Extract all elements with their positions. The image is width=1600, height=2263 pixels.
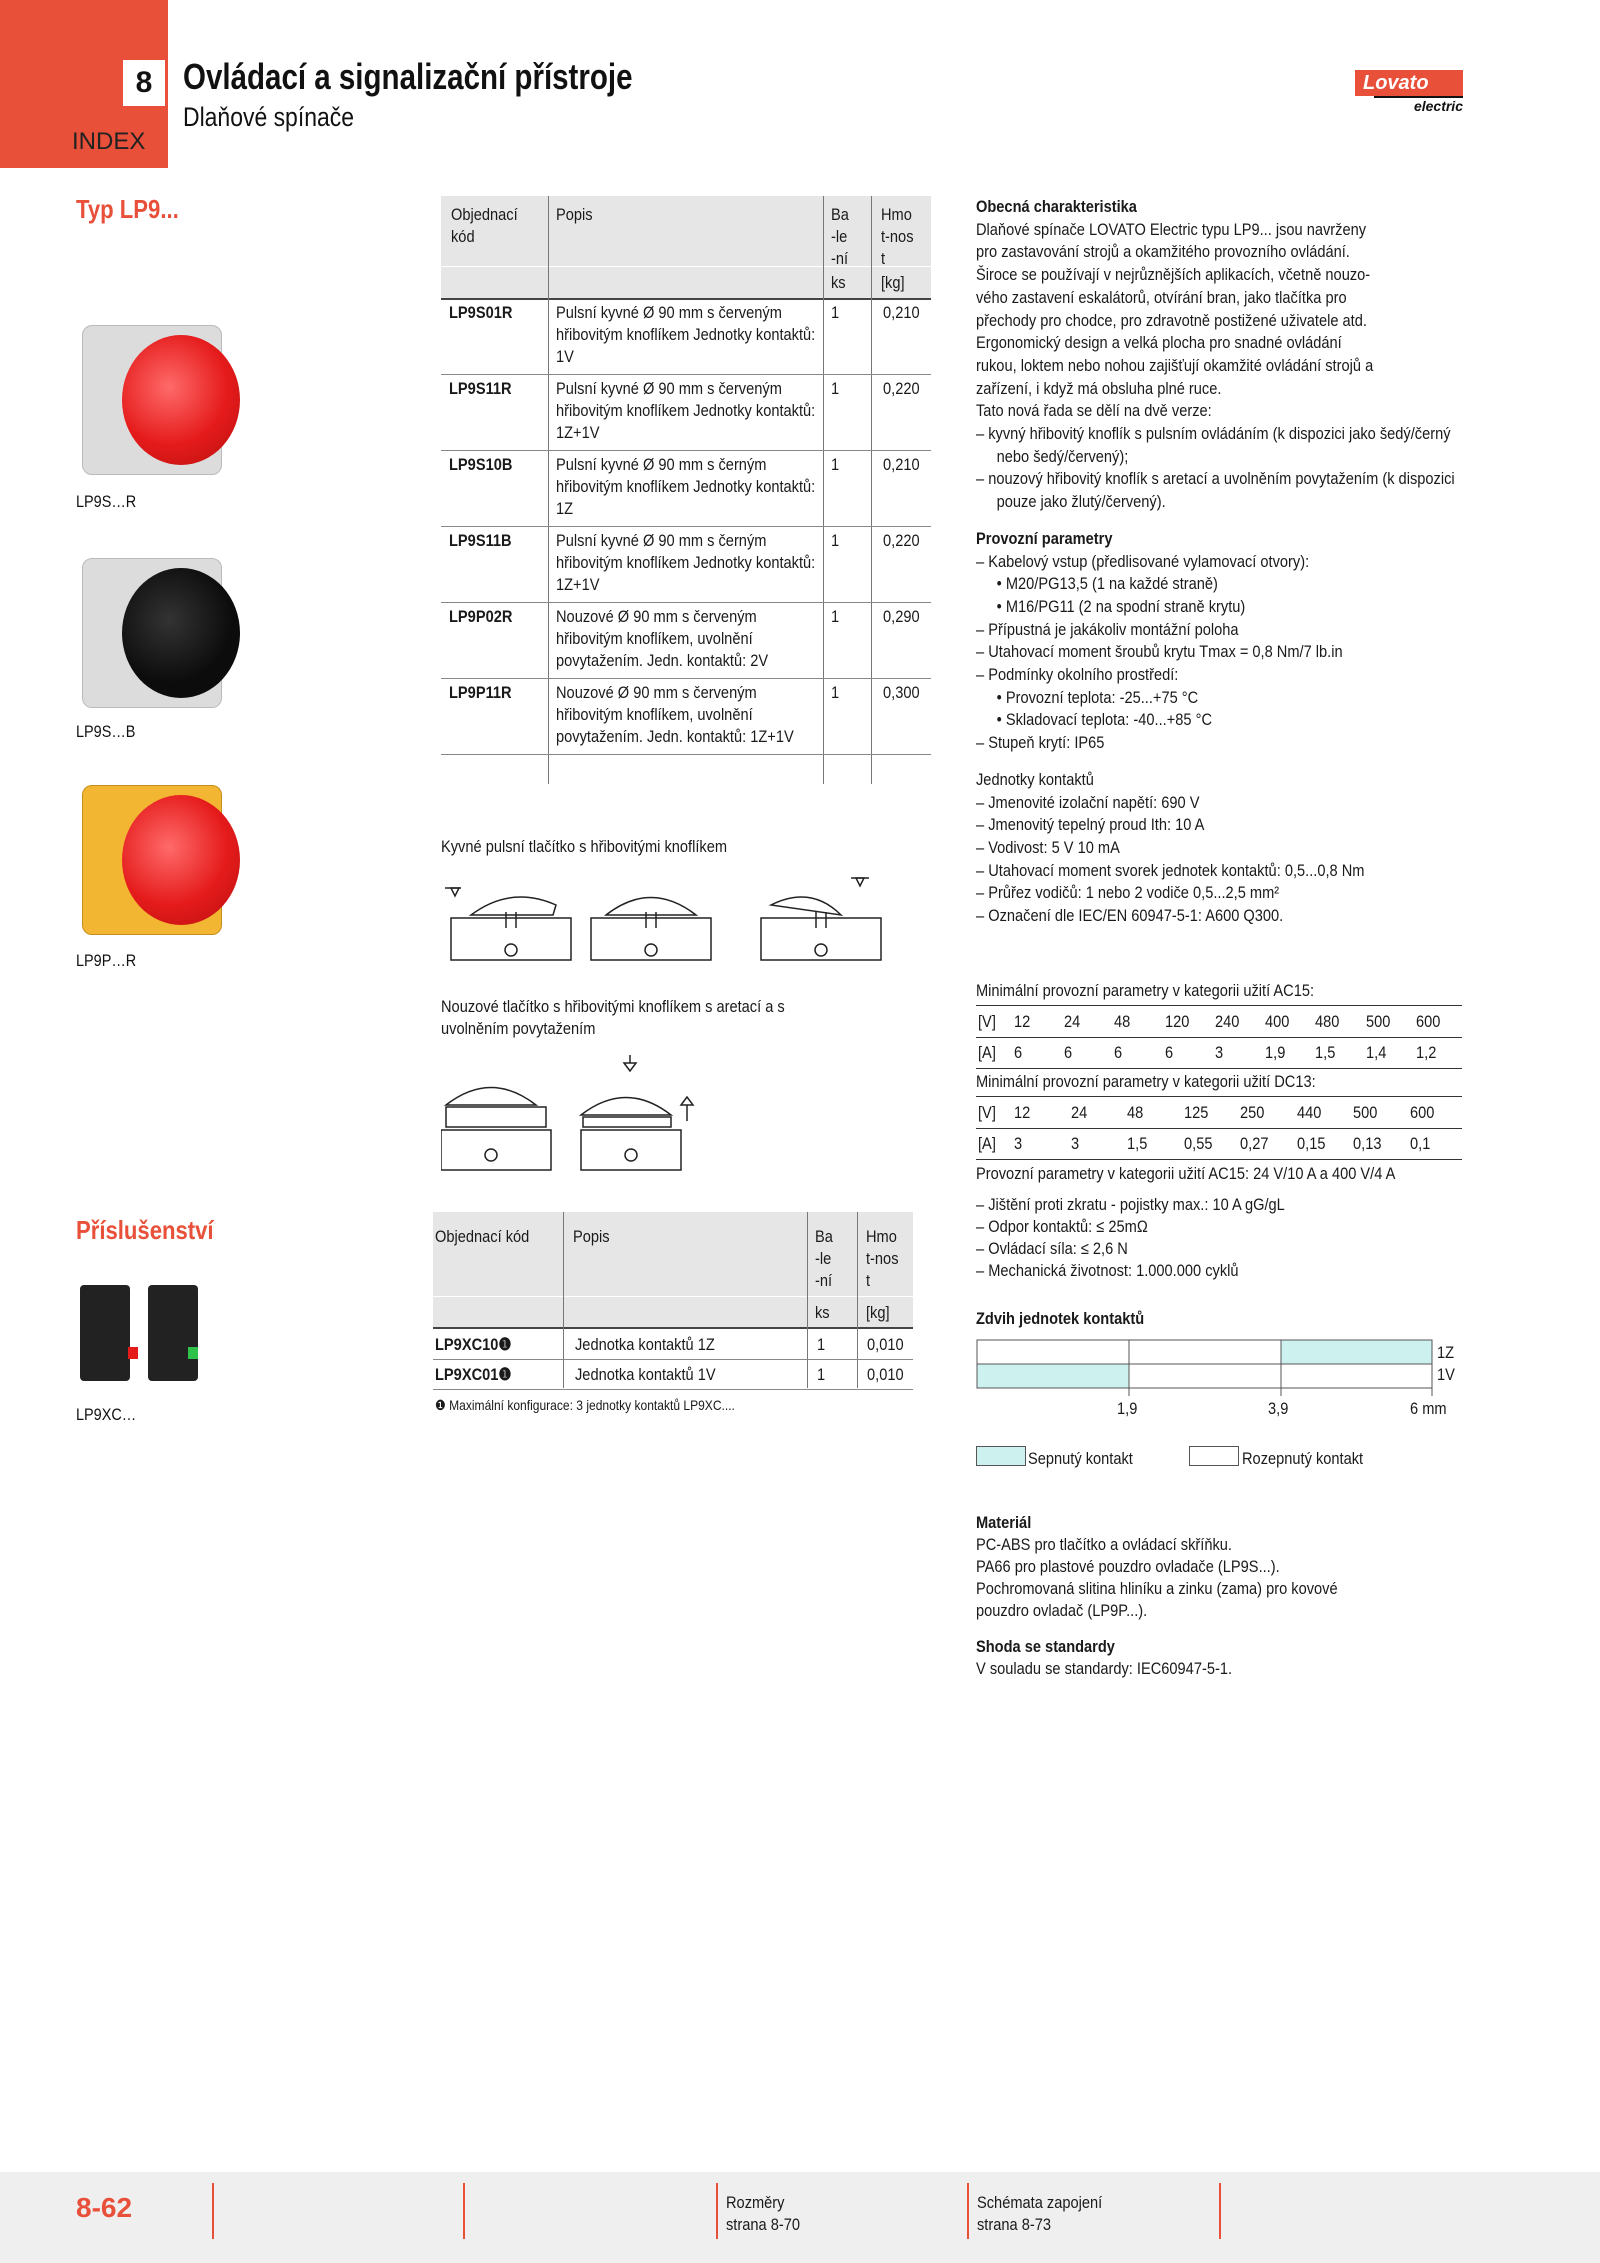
dc13-title: Minimální provozní parametry v kategorii užití DC13: [976,1072,1316,1091]
col-line [807,1212,808,1388]
acc-col-weight: Hmot-nost [866,1227,899,1290]
operating-item: – Stupeň krytí: IP65 [976,733,1105,753]
footer-divider [463,2183,465,2239]
col-line [871,196,872,784]
emergency-button-diagram [441,1055,741,1175]
general-line: rukou, loktem nebo nohou zajišťují okamžité ovládání strojů a [976,355,1374,375]
operating-text: Kabelový vstup (předlisované vylamovací otvory): [988,551,1310,571]
rule [976,1096,1462,1097]
param-value: 6 [1164,1043,1173,1062]
dash-text: kyvný hřibovitý knoflík s pulsním ovládáním (k dispozici jako šedý/černý nebo šedý/červený); [988,424,1451,466]
operating-bullet: • Skladovací teplota: -40...+85 °C [996,710,1213,730]
ac15-current-row [976,1039,1462,1067]
row-pack: 1 [831,531,840,550]
row-desc: Nouzové Ø 90 mm s červeným hřibovitým knoflíkem, uvolnění povytažením. Jedn. kontaktů: 1Z+1V [556,683,794,746]
product-label-2: LP9S…B [76,722,136,741]
standards-text: V souladu se standardy: IEC60947-5-1. [976,1659,1233,1678]
contact-text: Jmenovité izolační napětí: 690 V [988,792,1200,812]
acc-header-bg [433,1212,913,1296]
row-code: LP9S11B [449,531,512,550]
operating-item: – Kabelový vstup (předlisované vylamovací otvory): [976,551,1310,571]
logo-box: Lovato [1355,70,1463,96]
param-value: 3 [1214,1043,1224,1062]
product-label-1: LP9S…R [76,492,137,511]
param-value: 1,4 [1365,1043,1386,1062]
material-lines [976,1534,1458,1622]
stroke-title: Zdvih jednotek kontaktů [976,1309,1145,1328]
acc-rule [433,1359,913,1360]
general-text [976,219,1475,423]
dimensions-page: strana 8-70 [726,2215,800,2234]
param-value: 125 [1183,1103,1208,1122]
row-weight: 0,210 [883,455,920,474]
acc-col-desc: Popis [573,1227,610,1246]
param-value: 600 [1415,1012,1441,1031]
operating-item: – Přípustná je jakákoliv montážní poloha [976,619,1239,639]
contact-text: Jmenovitý tepelný proud Ith: 10 A [988,815,1205,835]
acc-desc: Jednotka kontaktů 1Z [575,1335,715,1354]
row-code: LP9P02R [449,607,513,626]
param-value: 250 [1240,1103,1265,1122]
contact-text: Utahovací moment svorek jednotek kontaktů: 0,5...0,8 Nm [988,860,1365,880]
contacts-title: Jednotky kontaktů [976,769,1094,789]
row-rule [441,754,931,755]
col-line [563,1212,564,1388]
lovato-logo [1355,70,1463,112]
dimensions-title: Rozměry [726,2193,785,2212]
material-line: Pochromovaná slitina hliníku a zinku (zama) pro kovové [976,1579,1338,1598]
misc-list [976,1194,1458,1282]
dimensions-link[interactable] [726,2192,800,2236]
param-value: 12 [1014,1012,1031,1031]
general-line: Dlaňové spínače LOVATO Electric typu LP9... jsou navrženy [976,219,1367,239]
general-line: Tato nová řada se dělí na dvě verze: [976,401,1212,421]
operating-list [976,551,1475,755]
material-line: PA66 pro plastové pouzdro ovladače (LP9S...). [976,1557,1280,1576]
row-desc: Pulsní kyvné Ø 90 mm s červeným hřibovitým knoflíkem Jednotky kontaktů: 1V [556,303,816,366]
col-pack: Ba-le-ní [831,205,849,268]
col-weight: Hmot-nost [881,205,914,268]
acc-code: LP9XC01❶ [435,1365,512,1384]
row-rule [441,602,931,603]
param-value: 240 [1214,1012,1240,1031]
acc-code: LP9XC10❶ [435,1335,512,1354]
type-title: Typ LP9... [76,194,179,224]
param-value: 500 [1365,1012,1390,1031]
general-line: vého zastavení eskalátorů, otvírání bran, jako tlačítka pro [976,287,1347,307]
param-value: 500 [1353,1103,1378,1122]
param-value: 440 [1296,1103,1321,1122]
col-weight-unit: [kg] [881,273,905,292]
param-value: 1,5 [1315,1043,1336,1062]
black-cap [122,568,240,698]
param-value: 6 [1114,1043,1123,1062]
ac15-title: Minimální provozní parametry v kategorii užití AC15: [976,981,1315,1000]
rule [976,1159,1462,1160]
operating-bullet: • Provozní teplota: -25...+75 °C [996,687,1199,707]
page-number: 8-62 [76,2192,133,2223]
legend-open: Rozepnutý kontakt [1242,1449,1364,1468]
general-line: pro zastavování strojů a okamžitého provozního ovládání. [976,242,1350,262]
row-code: LP9S10B [449,455,513,474]
contact-block-1 [80,1285,130,1381]
acc-weight: 0,010 [867,1335,904,1354]
rule [976,1068,1462,1069]
col-line [857,1212,858,1388]
wiring-page: strana 8-73 [977,2215,1051,2234]
param-value: 120 [1164,1012,1190,1031]
contact-item: – Vodivost: 5 V 10 mA [976,837,1120,857]
operating-item: – Podmínky okolního prostředí: [976,665,1179,685]
legend-open-swatch [1189,1446,1239,1466]
misc-item: – Jištění proti zkratu - pojistky max.: 10 A gG/gL [976,1195,1285,1214]
stroke-diagram [976,1338,1466,1428]
param-value: 48 [1114,1012,1131,1031]
index-link[interactable]: INDEX [72,128,146,155]
misc-text: Odpor kontaktů: ≤ 25mΩ [988,1217,1148,1236]
general-line: zařízení, i když má obsluha plné ruce. [976,378,1222,398]
operating-text: Přípustná je jakákoliv montážní poloha [988,619,1239,639]
param-value: 600 [1409,1103,1434,1122]
row-code: LP9S01R [449,303,513,322]
material-line: pouzdro ovladač (LP9P...). [976,1601,1148,1620]
divider [441,266,931,267]
general-line: Ergonomický design a velká plocha pro snadné ovládání [976,333,1342,353]
page-subtitle: Dlaňové spínače [183,102,354,132]
red-cap-emergency [122,795,240,925]
row-rule [441,374,931,375]
param-value: 3 [1014,1134,1023,1153]
param-value: 24 [1070,1103,1087,1122]
general-line: přechody pro chodce, pro zdravotně postižené uživatele atd. [976,310,1367,330]
legend-closed-swatch [976,1446,1026,1466]
diagram-caption-1: Kyvné pulsní tlačítko s hřibovitými knoflíkem [441,837,728,856]
param-value: 3 [1070,1134,1079,1153]
footer-divider [212,2183,214,2239]
stroke-tick-1: 1,9 [1117,1399,1138,1418]
param-value: 480 [1315,1012,1340,1031]
acc-rule [433,1389,913,1390]
col-desc: Popis [556,205,593,224]
row-pack: 1 [831,607,840,626]
param-value: 1,9 [1265,1043,1286,1062]
footer [0,2172,1600,2263]
chapter-number: 8 [123,60,165,106]
param-value: 48 [1127,1103,1144,1122]
misc-item: – Mechanická životnost: 1.000.000 cyklů [976,1261,1239,1280]
rule [976,1005,1462,1006]
ac15-voltage-row [976,1008,1462,1036]
param-value: 0,1 [1409,1134,1430,1153]
contact-block-2 [148,1285,198,1381]
param-value: 6 [1014,1043,1023,1062]
accessories-title: Příslušenství [76,1215,214,1245]
operating-title: Provozní parametry [976,528,1113,548]
general-title: Obecná charakteristika [976,197,1137,216]
stroke-row-1v: 1V [1437,1365,1455,1384]
contact-text: Vodivost: 5 V 10 mA [988,837,1120,857]
contact-item: – Utahovací moment svorek jednotek kontaktů: 0,5...0,8 Nm [976,860,1365,880]
dash-text: nouzový hřibovitý knoflík s aretací a uvolněním povytažením (k dispozici pouze jako žlutý/červený). [988,469,1455,512]
row-code: LP9S11R [449,379,512,398]
dc13-current-row [976,1130,1462,1158]
logo-sub: electric [1374,96,1463,114]
rule [976,1037,1462,1038]
row-rule [441,450,931,451]
rule [976,1128,1462,1129]
contact-text: Označení dle IEC/EN 60947-5-1: A600 Q300. [988,906,1284,926]
operating-text: Stupeň krytí: IP65 [988,733,1105,753]
product-label-3: LP9P…R [76,951,137,970]
page-title: Ovládací a signalizační přístroje [183,56,633,97]
contact-item: – Průřez vodičů: 1 nebo 2 vodiče 0,5...2,5 mm² [976,883,1280,903]
general-dash-item: – nouzový hřibovitý knoflík s aretací a uvolněním povytažením (k dispozici pouze jako žlutý/červený). [976,469,1455,512]
right-column [976,196,1476,928]
contact-item: – Jmenovité izolační napětí: 690 V [976,792,1200,812]
operating-text: Podmínky okolního prostředí: [988,665,1179,685]
row-pack: 1 [831,455,840,474]
row-rule [441,526,931,527]
acc-col-weight-unit: [kg] [866,1303,890,1322]
misc-item: – Odpor kontaktů: ≤ 25mΩ [976,1217,1148,1236]
wiring-title: Schémata zapojení [977,2193,1103,2212]
param-label: [V] [978,1103,996,1122]
green-indicator [188,1347,198,1359]
row-pack: 1 [831,303,840,322]
col-pack-unit: ks [831,273,846,292]
wiring-link[interactable] [977,2192,1102,2236]
misc-item: – Ovládací síla: ≤ 2,6 N [976,1239,1128,1258]
col-code: Objednací kód [451,205,518,246]
stroke-tick-2: 3,9 [1268,1399,1289,1418]
operating-bullet: • M20/PG13,5 (1 na každé straně) [996,574,1218,594]
param-value: 0,15 [1296,1134,1325,1153]
param-value: 1,2 [1415,1043,1437,1062]
contact-text: Průřez vodičů: 1 nebo 2 vodiče 0,5...2,5 mm² [988,883,1280,903]
acc-pack: 1 [817,1365,826,1384]
acc-unit-bg [433,1297,913,1327]
table-unit-bg [441,266,931,298]
param-value: 1,5 [1127,1134,1148,1153]
material-line: PC-ABS pro tlačítko a ovládací skříňku. [976,1535,1232,1554]
legend-closed: Sepnutý kontakt [1028,1449,1133,1468]
contact-item: – Označení dle IEC/EN 60947-5-1: A600 Q300. [976,906,1284,926]
material-section [976,1512,1458,1680]
footer-divider [716,2183,718,2239]
misc-text: Jištění proti zkratu - pojistky max.: 10 A gG/gL [988,1195,1285,1214]
row-desc: Pulsní kyvné Ø 90 mm s červeným hřibovitým knoflíkem Jednotky kontaktů: 1Z+1V [556,379,816,442]
acc-header-rule [433,1327,913,1329]
param-label: [A] [978,1043,996,1062]
row-pack: 1 [831,683,840,702]
footer-divider [1219,2183,1221,2239]
general-line: Široce se používají v nejrůznějších aplikacích, včetně nouzo- [976,265,1371,285]
operating-bullet: • M16/PG11 (2 na spodní straně krytu) [996,596,1246,616]
red-indicator [128,1347,138,1359]
row-desc: Pulsní kyvné Ø 90 mm s černým hřibovitým knoflíkem Jednotky kontaktů: 1Z+1V [556,531,816,594]
acc-weight: 0,010 [867,1365,904,1384]
acc-col-pack-unit: ks [815,1303,830,1322]
header-rule [441,298,931,300]
dc13-voltage-row [976,1099,1462,1127]
param-value: 6 [1064,1043,1073,1062]
contacts-list [976,792,1475,928]
red-cap [122,335,240,465]
col-line [823,196,824,784]
general-dashes [976,423,1475,514]
row-rule [441,678,931,679]
param-value: 24 [1064,1012,1081,1031]
ac15-note: Provozní parametry v kategorii užití AC15: 24 V/10 A a 400 V/4 A [976,1164,1396,1183]
row-desc: Pulsní kyvné Ø 90 mm s černým hřibovitým knoflíkem Jednotky kontaktů: 1Z [556,455,816,518]
row-weight: 0,220 [883,531,920,550]
row-code: LP9P11R [449,683,512,702]
param-value: 400 [1265,1012,1290,1031]
stroke-row-1z: 1Z [1437,1343,1455,1362]
contact-item: – Jmenovitý tepelný proud Ith: 10 A [976,815,1205,835]
general-dash-item: – kyvný hřibovitý knoflík s pulsním ovládáním (k dispozici jako šedý/černý nebo šedý/červený); [976,424,1451,466]
acc-col-code: Objednací kód [435,1227,530,1246]
row-desc: Nouzové Ø 90 mm s červeným hřibovitým knoflíkem, uvolnění povytažením. Jedn. kontaktů: 2V [556,607,769,670]
diagram-caption-2: Nouzové tlačítko s hřibovitými knoflíkem s aretací a s uvolněním povytažením [441,997,785,1038]
material-title: Materiál [976,1513,1032,1532]
row-weight: 0,290 [883,607,920,626]
col-line [548,196,549,784]
acc-desc: Jednotka kontaktů 1V [575,1365,716,1384]
row-weight: 0,220 [883,379,920,398]
row-weight: 0,210 [883,303,920,322]
row-pack: 1 [831,379,840,398]
rocking-button-diagram [441,870,921,970]
row-weight: 0,300 [883,683,920,702]
param-label: [V] [978,1012,996,1031]
acc-col-pack: Ba-le-ní [815,1227,833,1290]
accessory-label: LP9XC… [76,1405,137,1424]
misc-text: Ovládací síla: ≤ 2,6 N [988,1239,1128,1258]
standards-title: Shoda se standardy [976,1637,1115,1656]
operating-item: – Utahovací moment šroubů krytu Tmax = 0,8 Nm/7 lb.in [976,642,1343,662]
param-label: [A] [978,1134,996,1153]
footer-divider [967,2183,969,2239]
acc-pack: 1 [817,1335,826,1354]
param-value: 0,13 [1353,1134,1382,1153]
operating-text: Utahovací moment šroubů krytu Tmax = 0,8 Nm/7 lb.in [988,642,1343,662]
param-value: 0,55 [1183,1134,1212,1153]
stroke-tick-3: 6 mm [1410,1399,1447,1418]
acc-footnote: ❶ Maximální konfigurace: 3 jednotky kontaktů LP9XC.... [435,1397,735,1413]
param-value: 12 [1014,1103,1031,1122]
misc-text: Mechanická životnost: 1.000.000 cyklů [988,1261,1239,1280]
param-value: 0,27 [1240,1134,1269,1153]
